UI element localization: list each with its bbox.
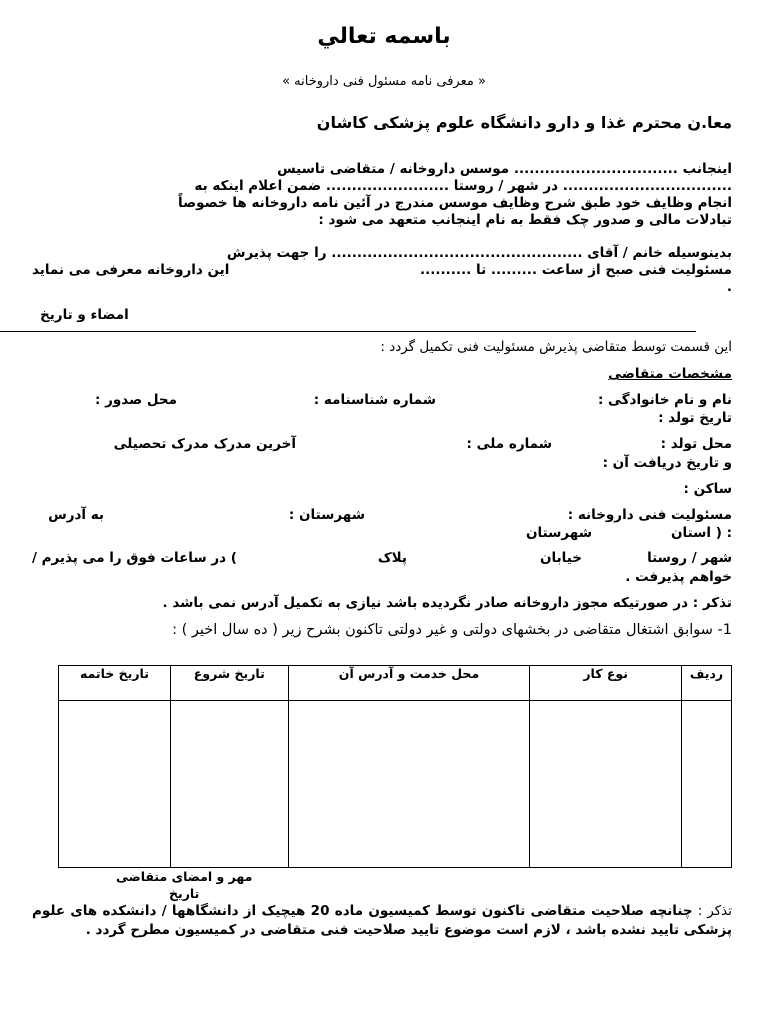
field-row-birthdate xyxy=(32,410,732,427)
founder-statement-line: اینجانب ................................ موسس داروخانه / متقاضی تاسیس xyxy=(277,161,732,177)
introduction-statement xyxy=(32,245,732,296)
table-cell[interactable] xyxy=(59,701,171,868)
plaque-label: پلاک xyxy=(377,550,407,566)
hours-text: مسئولیت فنی صبح از ساعت ......... تا .......... xyxy=(420,262,732,278)
city-village-label: شهر / روستا xyxy=(647,550,732,566)
street-label: خیابان xyxy=(540,550,582,566)
col-header-row-number: ردیف xyxy=(682,666,732,701)
founder-statement xyxy=(32,161,732,229)
province-label: : ( استان xyxy=(671,525,732,541)
page-title: باسمه تعالي xyxy=(317,24,451,49)
table-cell[interactable] xyxy=(170,701,288,868)
applicant-signature-label: مهر و امضای متقاضی xyxy=(116,869,253,884)
field-row-name xyxy=(32,392,732,409)
col-header-end-date: تاریخ خاتمه xyxy=(59,666,171,701)
section-divider xyxy=(0,331,696,332)
final-note-text: چنانچه صلاحیت متقاضی تاکنون توسط کمیسیون ماده 20 هیچیک از دانشگاهها / دانشکده های علوم پزشکی تایید نشده باشد ، لازم است موضوع تایید صلاحیت فنی متقاضی در کمیسیون مطرح گردد . xyxy=(32,903,732,938)
signature-date-label: امضاء و تاریخ xyxy=(40,307,129,323)
final-note xyxy=(32,902,732,940)
addressee-line: معا.ن محترم غذا و دارو دانشگاه علوم پزشکی کاشان xyxy=(316,113,732,132)
residence-label: ساکن : xyxy=(683,481,732,497)
founder-statement-line: تبادلات مالی و صدور چک فقط به نام اینجانب متعهد می شود : xyxy=(318,212,732,228)
introduction-line-hours xyxy=(32,262,732,279)
founder-statement-line: انجام وظایف خود طبق شرح وظایف موسس مندرج در آئین نامه داروخانه ها خصوصاً xyxy=(178,195,732,211)
col-header-start-date: تاریخ شروع xyxy=(170,666,288,701)
introduces-text: این داروخانه معرفی می نماید xyxy=(32,262,230,278)
work-history-header-row xyxy=(59,666,732,701)
id-number-label: شماره شناسنامه : xyxy=(313,392,436,408)
field-row-degree-date xyxy=(32,455,732,472)
degree-date-label: و تاریخ دریافت آن : xyxy=(602,455,732,471)
birth-place-label: محل تولد : xyxy=(660,436,732,452)
col-header-workplace: محل خدمت و آدرس آن xyxy=(288,666,530,701)
work-history-table xyxy=(58,665,732,868)
field-row-pharmacy xyxy=(32,507,732,524)
applicant-heading: مشخصات متقاضی xyxy=(608,366,732,382)
col-header-job-type: نوع کار xyxy=(530,666,682,701)
applicant-signature xyxy=(116,868,252,902)
birth-date-label: تاریخ تولد : xyxy=(658,410,732,426)
work-history-empty-row xyxy=(59,701,732,868)
full-name-label: نام و نام خانوادگی : xyxy=(597,392,732,408)
field-row-birthplace xyxy=(32,436,732,453)
page-subtitle: « معرفی نامه مسئول فنی داروخانه » xyxy=(282,74,486,89)
note-address xyxy=(32,595,732,612)
hours-accept2-label: خواهم پذیرفت . xyxy=(625,569,732,585)
field-row-residence xyxy=(32,481,732,498)
county-label: شهرستان : xyxy=(288,507,365,523)
work-history-intro: 1- سوابق اشتغال متقاضی در بخشهای دولتی و غیر دولتی تاکنون بشرح زیر ( ده سال اخیر ) : xyxy=(172,622,732,638)
table-cell[interactable] xyxy=(682,701,732,868)
field-row-province xyxy=(32,525,732,542)
county2-label: شهرستان xyxy=(526,525,592,541)
table-cell[interactable] xyxy=(288,701,530,868)
applicant-instruction: این قسمت توسط متقاضی پذیرش مسئولیت فنی تکمیل گردد : xyxy=(380,339,732,355)
final-note-label: تذکر : xyxy=(697,903,732,919)
note-address-text: تذکر : در صورتیکه مجوز داروخانه صادر نگردیده باشد نیازی به تکمیل آدرس نمی باشد . xyxy=(162,595,732,611)
introduction-line-end: . xyxy=(726,279,732,295)
last-degree-label: آخرین مدرک مدرک تحصیلی xyxy=(113,436,296,452)
field-row-accept xyxy=(32,569,732,586)
table-cell[interactable] xyxy=(530,701,682,868)
hours-accept-label: ) در ساعات فوق را می پذیرم / xyxy=(32,550,237,566)
pharmacy-responsibility-label: مسئولیت فنی داروخانه : xyxy=(567,507,732,523)
to-address-label: به آدرس xyxy=(48,507,104,523)
national-id-label: شماره ملی : xyxy=(466,436,552,452)
issue-place-label: محل صدور : xyxy=(95,392,177,408)
applicant-date-label: تاریخ xyxy=(169,886,200,901)
field-row-address xyxy=(32,550,732,567)
introduction-line: بدینوسیله خانم / آقای ................................................. را جهت پذیرش xyxy=(226,245,732,261)
founder-statement-line: ................................. در شهر / روستا ........................ ضمن اعلام اینکه به xyxy=(194,178,732,194)
